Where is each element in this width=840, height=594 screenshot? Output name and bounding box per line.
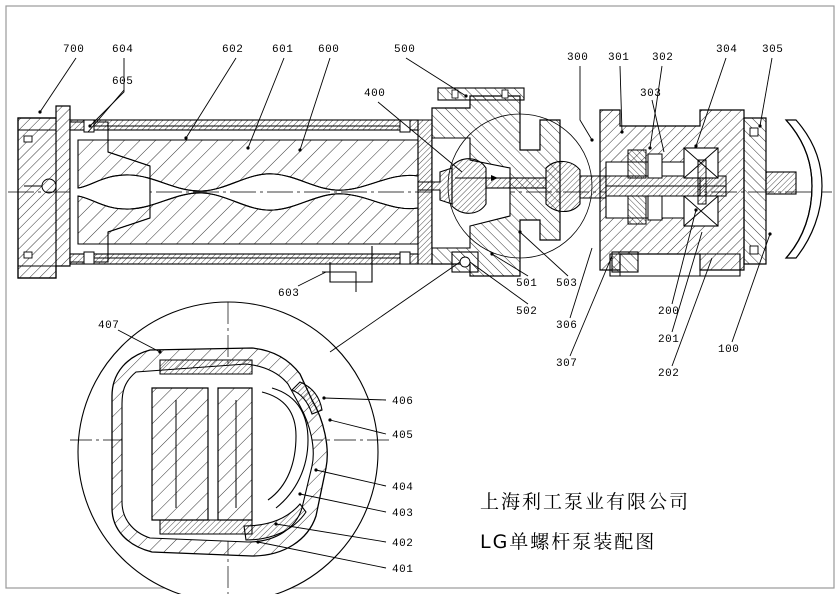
callout-401: 401 xyxy=(392,564,414,576)
callout-503: 503 xyxy=(556,278,578,290)
callout-306: 306 xyxy=(556,320,578,332)
drawing-title: LG单螺杆泵装配图 xyxy=(480,531,657,553)
callout-403: 403 xyxy=(392,508,414,520)
callout-700: 700 xyxy=(63,44,85,56)
callout-100: 100 xyxy=(718,344,740,356)
callout-302: 302 xyxy=(652,52,674,64)
callout-603: 603 xyxy=(278,288,300,300)
callout-500: 500 xyxy=(394,44,416,56)
callout-406: 406 xyxy=(392,396,414,408)
callout-202: 202 xyxy=(658,368,680,380)
callout-405: 405 xyxy=(392,430,414,442)
callout-605: 605 xyxy=(112,76,134,88)
callout-200: 200 xyxy=(658,306,680,318)
callout-402: 402 xyxy=(392,538,414,550)
callout-301: 301 xyxy=(608,52,630,64)
company-name: 上海利工泵业有限公司 xyxy=(480,491,691,513)
callout-601: 601 xyxy=(272,44,294,56)
callout-305: 305 xyxy=(762,44,784,56)
callout-304: 304 xyxy=(716,44,738,56)
callout-307: 307 xyxy=(556,358,578,370)
callout-407: 407 xyxy=(98,320,120,332)
callout-602: 602 xyxy=(222,44,244,56)
callout-201: 201 xyxy=(658,334,680,346)
callout-303: 303 xyxy=(640,88,662,100)
callout-400: 400 xyxy=(364,88,386,100)
callout-604: 604 xyxy=(112,44,134,56)
callout-300: 300 xyxy=(567,52,589,64)
callout-404: 404 xyxy=(392,482,414,494)
callout-600: 600 xyxy=(318,44,340,56)
title-block xyxy=(480,482,780,562)
callout-501: 501 xyxy=(516,278,538,290)
callout-502: 502 xyxy=(516,306,538,318)
